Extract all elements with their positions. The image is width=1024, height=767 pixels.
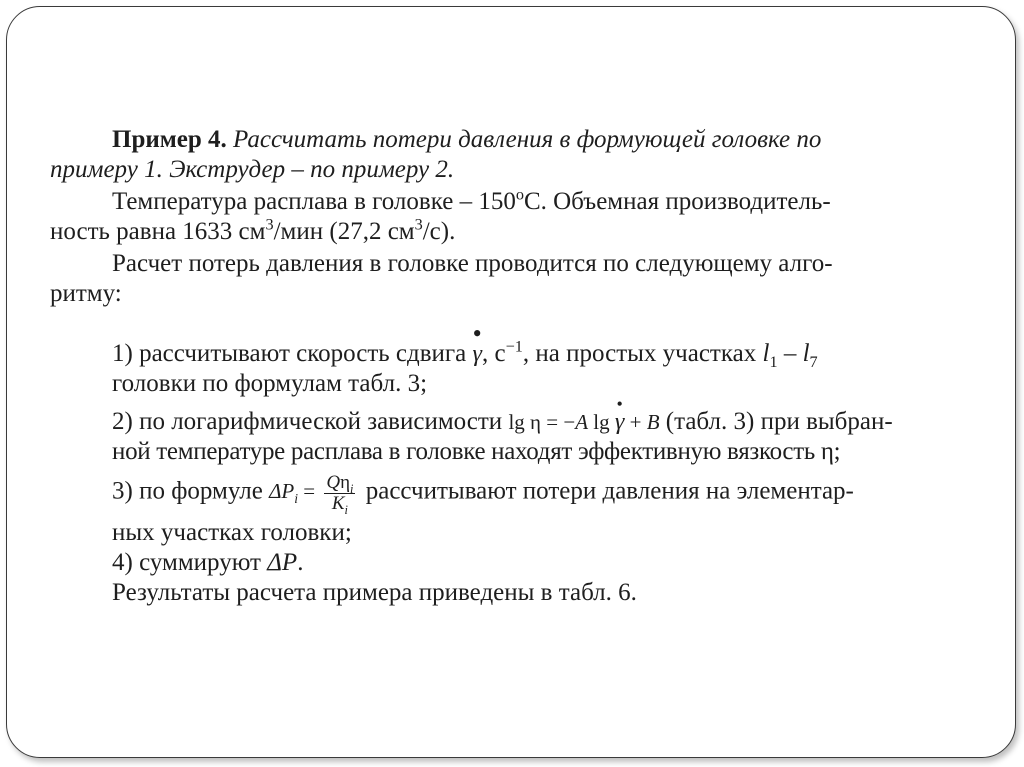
- l7-sub: 7: [809, 353, 818, 371]
- step-1-text-a: 1) рассчитывают скорость сдвига: [112, 340, 473, 367]
- dot-mark-2: •: [616, 394, 623, 414]
- formula-B: B: [646, 410, 660, 434]
- step-1-unit-exp: −1: [505, 337, 523, 356]
- example-label: Пример 4.: [112, 126, 227, 153]
- productivity-text-b: /мин (27,2 см: [273, 218, 415, 245]
- step-4-line: [112, 548, 954, 578]
- temperature-line2: [50, 217, 954, 247]
- pressure-formula: [269, 472, 359, 517]
- step-3-text-a: 3) по формуле: [112, 477, 270, 505]
- formula-A: A: [575, 410, 589, 434]
- result-line: Результаты расчета примера приведены в табл. 6.: [112, 579, 637, 606]
- den-K: K: [331, 493, 345, 514]
- gamma-letter-2: γ: [614, 409, 625, 435]
- step-1-text-b: , на простых участках: [522, 340, 763, 367]
- num-Q: Q: [326, 472, 341, 493]
- log-formula: [508, 394, 660, 435]
- delta-p-sub: i: [294, 491, 299, 507]
- fraction: [324, 472, 355, 517]
- step-3-line1: [112, 472, 954, 517]
- temperature-text-a: Температура расплава в головке – 150: [112, 188, 516, 215]
- example-heading: [112, 125, 954, 155]
- step-4-end: .: [297, 549, 304, 576]
- productivity-text-c: /с).: [422, 218, 456, 245]
- num-sub: i: [350, 481, 354, 496]
- formula-equals: =: [298, 479, 321, 504]
- temperature-line1: [112, 187, 954, 217]
- step-1-unit: , с: [481, 340, 506, 367]
- num-eta: η: [340, 472, 351, 493]
- formula-lg2: lg: [588, 410, 615, 434]
- step-4-text: 4) суммируют: [112, 549, 268, 576]
- step-2-text-a: 2) по логарифмической зависимости: [112, 408, 509, 435]
- l1-sub: 1: [769, 353, 778, 371]
- step-1-line2: головки по формулам табл. 3;: [112, 370, 428, 397]
- degree-sup: o: [515, 185, 524, 204]
- gamma-dot-symbol-2: [614, 394, 625, 437]
- step-3-line2: ных участках головки;: [112, 519, 352, 546]
- slide-content: [50, 125, 954, 608]
- l1-letter: l: [762, 340, 770, 367]
- dot-mark: •: [472, 319, 482, 348]
- fraction-denominator: [324, 493, 355, 517]
- calc-line2: ритму:: [50, 280, 122, 307]
- step-1-line1: [112, 319, 954, 371]
- l7-letter: l: [802, 340, 810, 367]
- gamma-dot-symbol: [472, 319, 482, 369]
- den-sub: i: [344, 502, 348, 517]
- formula-eta: η = −: [524, 410, 576, 434]
- temperature-text-b: С. Объемная производитель-: [523, 188, 831, 215]
- step-1-dash: –: [777, 340, 803, 367]
- step-3-text-b: рассчитывают потери давления на элементар-: [359, 477, 854, 505]
- calc-line1: Расчет потерь давления в головке проводится по следующему алго-: [112, 250, 833, 277]
- cube-sup-2: 3: [414, 215, 423, 234]
- example-title-line1: Рассчитать потери давления в формующей головке по: [226, 126, 822, 153]
- step-2-text-b: (табл. 3) при выбран-: [659, 408, 893, 435]
- fraction-numerator: [324, 473, 355, 494]
- formula-plus: +: [624, 410, 647, 434]
- step-4-delta-p: ΔP: [267, 549, 298, 576]
- formula-lg: lg: [508, 410, 525, 434]
- delta-p: ΔP: [269, 479, 295, 504]
- gamma-letter: γ: [472, 341, 482, 367]
- cube-sup-1: 3: [265, 215, 274, 234]
- example-title-line2: примеру 1. Экструдер – по примеру 2.: [50, 156, 455, 183]
- productivity-text-a: ность равна 1633 см: [50, 218, 266, 245]
- step-2-line1: [112, 394, 954, 437]
- step-2-line2: ной температуре расплава в головке находят эффективную вязкость η;: [112, 438, 841, 465]
